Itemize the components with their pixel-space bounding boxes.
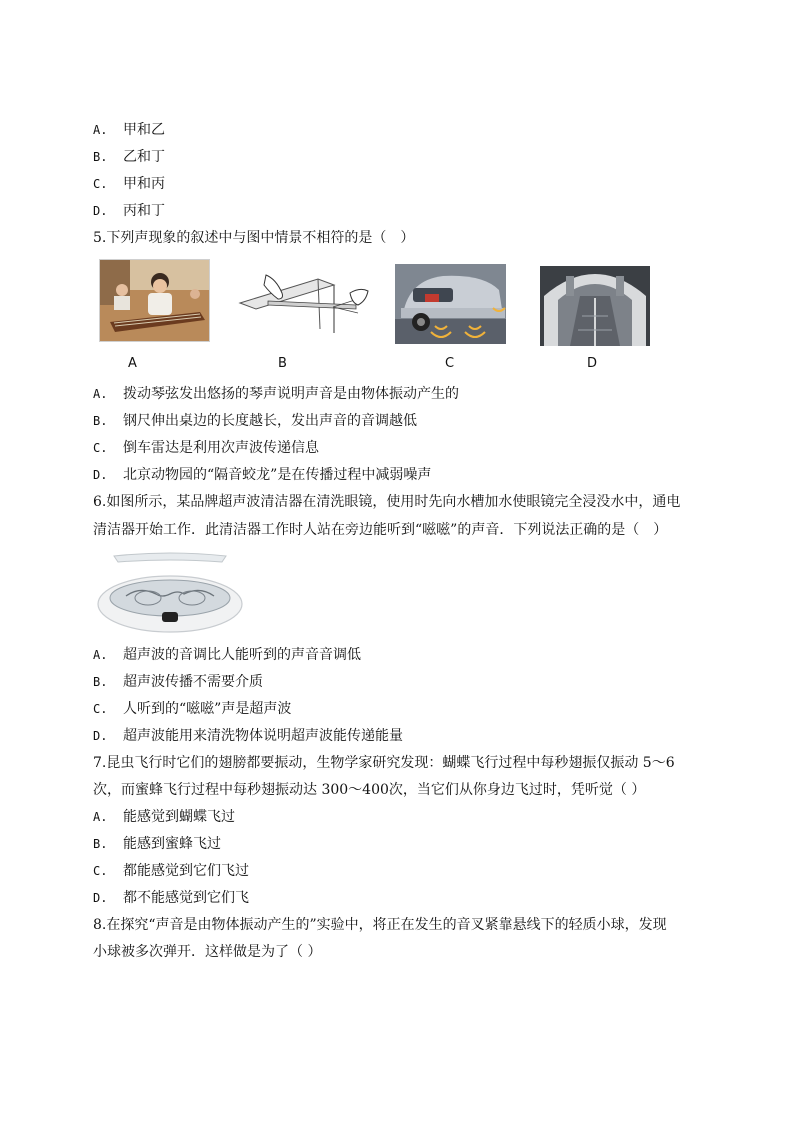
q4-option-a: A. 甲和乙 <box>93 122 165 138</box>
q5-option-d: D. 北京动物园的“隔音蛟龙”是在传播过程中减弱噪声 <box>93 467 432 483</box>
q5-option-c: C. 倒车雷达是利用次声波传递信息 <box>93 440 319 456</box>
q6-option-c: C. 人听到的“嗞嗞”声是超声波 <box>93 701 292 717</box>
q7-option-b: B. 能感到蜜蜂飞过 <box>93 836 221 852</box>
q5-figure-a-guzheng-photo <box>99 259 210 342</box>
q5-figure-c-parking-radar-photo <box>395 264 506 344</box>
q6-figure-ultrasonic-cleaner-photo <box>96 552 244 634</box>
q7-option-d: D. 都不能感觉到它们飞 <box>93 890 249 906</box>
q8-stem-line-1: 8.在探究“声音是由物体振动产生的”实验中，将正在发生的音叉紧靠悬线下的轻质小球，发现 <box>93 917 667 933</box>
q5-stem: 5.下列声现象的叙述中与图中情景不相符的是（ ） <box>93 230 415 246</box>
q5-option-a: A. 拨动琴弦发出悠扬的琴声说明声音是由物体振动产生的 <box>93 386 459 402</box>
q6-option-a: A. 超声波的音调比人能听到的声音音调低 <box>93 647 361 663</box>
q8-stem-line-2: 小球被多次弹开．这样做是为了（ ） <box>93 944 322 960</box>
q7-option-c: C. 都能感觉到它们飞过 <box>93 863 249 879</box>
q6-stem-line-1: 6.如图所示，某品牌超声波清洁器在清洗眼镜，使用时先向水槽加水使眼镜完全浸没水中，通电 <box>93 494 681 510</box>
q4-option-d: D. 丙和丁 <box>93 203 165 219</box>
q5-option-b: B. 钢尺伸出桌边的长度越长，发出声音的音调越低 <box>93 413 417 429</box>
q5-figure-caption-a: A <box>128 356 137 371</box>
q5-figure-caption-c: C <box>445 356 455 371</box>
q6-option-b: B. 超声波传播不需要介质 <box>93 674 263 690</box>
q4-option-c: C. 甲和丙 <box>93 176 165 192</box>
q5-figure-d-noise-barrier-photo <box>540 266 650 346</box>
q4-option-b: B. 乙和丁 <box>93 149 165 165</box>
q7-stem-line-1: 7.昆虫飞行时它们的翅膀都要振动，生物学家研究发现：蝴蝶飞行过程中每秒翅振仅振动 5～6 <box>93 755 675 771</box>
q7-option-a: A. 能感觉到蝴蝶飞过 <box>93 809 235 825</box>
q5-figure-caption-d: D <box>587 356 598 371</box>
q7-stem-line-2: 次，而蜜蜂飞行过程中每秒翅振动达 300～400次，当它们从你身边飞过时，凭听觉（ ） <box>93 782 646 798</box>
q5-figure-b-ruler-drawing <box>238 263 371 335</box>
q5-figure-caption-b: B <box>278 356 287 371</box>
q6-stem-line-2: 清洁器开始工作．此清洁器工作时人站在旁边能听到“嗞嗞”的声音．下列说法正确的是（ ） <box>93 522 668 538</box>
q6-option-d: D. 超声波能用来清洗物体说明超声波能传递能量 <box>93 728 403 744</box>
